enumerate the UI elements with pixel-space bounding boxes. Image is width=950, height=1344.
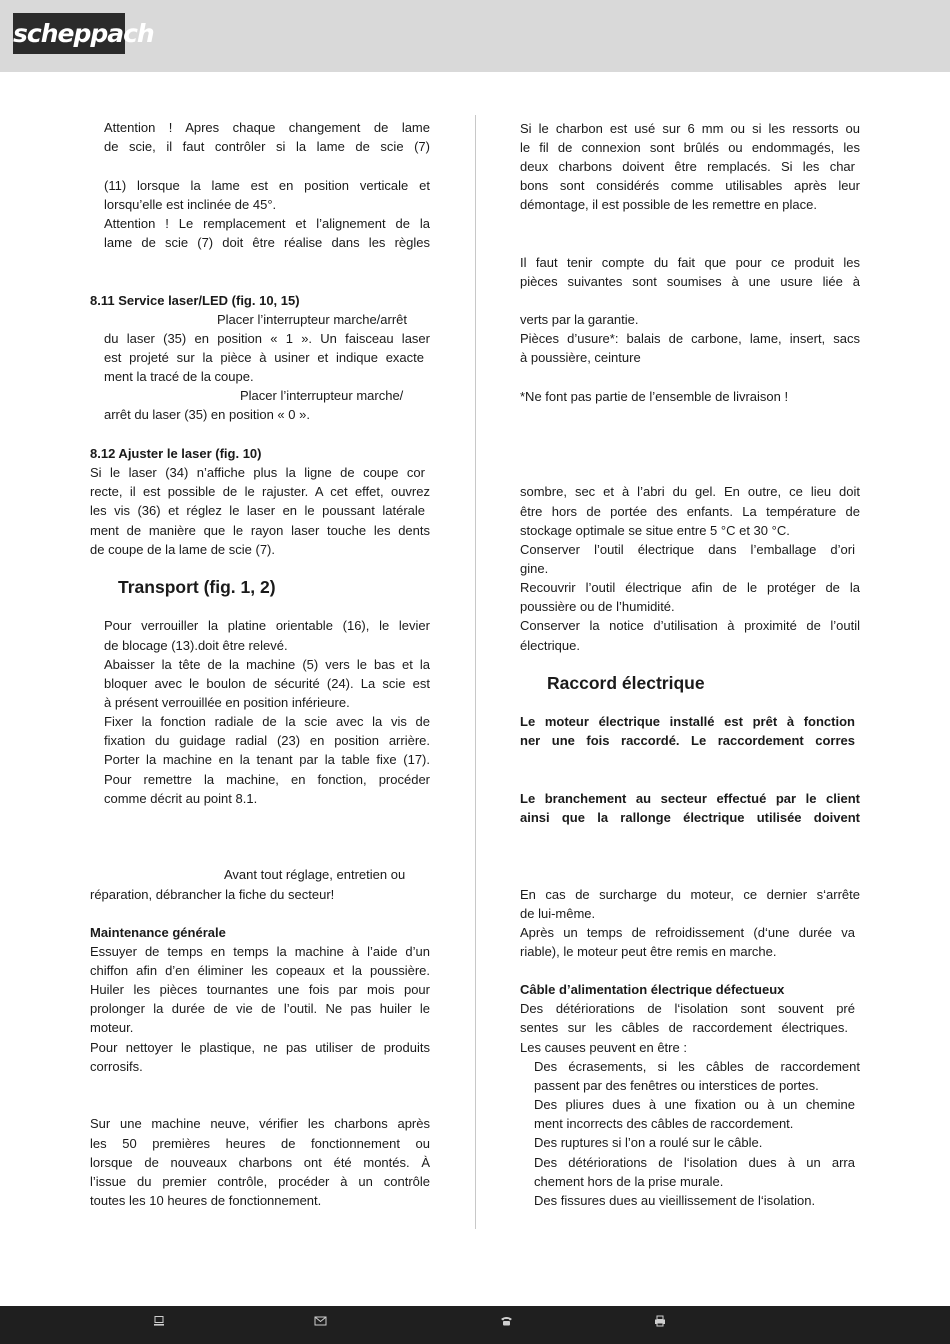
text-line: du laser (35) en position « 1 ». Un faisceau laser bbox=[104, 331, 430, 346]
printer-icon bbox=[654, 1315, 666, 1332]
text-line: Pour nettoyer le plastique, ne pas utiliser de produits bbox=[90, 1040, 430, 1055]
text-line: bloquer avec le boulon de sécurité (24). La scie est bbox=[104, 676, 430, 691]
text-line: le fil de connexion sont brûlés ou endommagés, les bbox=[520, 140, 860, 155]
text-line: Huiler les pièces tournantes une fois par mois pour bbox=[90, 982, 430, 997]
text-line: Pour verrouiller la platine orientable (16), le levier bbox=[104, 618, 430, 633]
text-line: gine. bbox=[520, 561, 549, 576]
text-line: Les causes peuvent en être : bbox=[520, 1040, 687, 1055]
text-line: pièces suivantes sont soumises à une usure liée à bbox=[520, 274, 860, 289]
section-heading: 8.11 Service laser/LED (fig. 10, 15) bbox=[90, 293, 300, 308]
page-footer bbox=[0, 1306, 950, 1344]
section-title: Transport (fig. 1, 2) bbox=[118, 577, 276, 597]
text-line: Pour remettre la machine, en fonction, procéder bbox=[104, 772, 430, 787]
text-line: ment la tracé de la coupe. bbox=[104, 369, 254, 384]
text-line: En cas de surcharge du moteur, ce dernier s‘arrête bbox=[520, 887, 860, 902]
text-line: lorsque de nouveaux charbons ont été montés. À bbox=[90, 1155, 430, 1170]
column-divider bbox=[475, 115, 476, 1229]
text-line: ment de manière que le rayon laser touche les dents bbox=[90, 523, 430, 538]
scheppach-logo: scheppach bbox=[13, 13, 125, 54]
list-item: Des détériorations de l‘isolation dues à un arra bbox=[534, 1155, 855, 1170]
page-header bbox=[0, 0, 950, 72]
text-line: (11) lorsque la lame est en position verticale et bbox=[104, 178, 430, 193]
text-line: toutes les 10 heures de fonctionnement. bbox=[90, 1193, 322, 1208]
text-line: Avant tout réglage, entretien ou bbox=[224, 867, 406, 882]
text-line: sombre, sec et à l’abri du gel. En outre, ce lieu doit bbox=[520, 484, 860, 499]
phone-icon bbox=[500, 1315, 513, 1332]
text-line: est projeté sur la pièce à usiner et indique exacte bbox=[104, 350, 424, 365]
text-line: stockage optimale se situe entre 5 °C et 30 °C. bbox=[520, 523, 790, 538]
text-line: corrosifs. bbox=[90, 1059, 143, 1074]
text-line: Si le charbon est usé sur 6 mm ou si les ressorts ou bbox=[520, 121, 860, 136]
text-line: Le branchement au secteur effectué par le client bbox=[520, 791, 860, 806]
text-line: Conserver la notice d’utilisation à proximité de l’outil bbox=[520, 618, 860, 633]
text-line: Après un temps de refroidissement (d‘une durée va bbox=[520, 925, 855, 940]
text-line: Essuyer de temps en temps la machine à l’aide d’un bbox=[90, 944, 430, 959]
text-line: lorsqu’elle est inclinée de 45°. bbox=[104, 197, 277, 212]
text-line: lame de scie (7) doit être réalise dans les règles bbox=[104, 235, 430, 250]
text-line: électrique. bbox=[520, 638, 580, 653]
text-line: sentes sur les câbles de raccordement électriques. bbox=[520, 1020, 848, 1035]
computer-icon bbox=[153, 1315, 165, 1332]
text-line: Le moteur électrique installé est prêt à fonction bbox=[520, 714, 855, 729]
section-heading: Câble d’alimentation électrique défectueux bbox=[520, 982, 785, 997]
text-line: Abaisser la tête de la machine (5) vers le bas et la bbox=[104, 657, 430, 672]
text-line: Conserver l’outil électrique dans l’emballage d’ori bbox=[520, 542, 855, 557]
list-item: Des ruptures si l’on a roulé sur le câble. bbox=[534, 1135, 763, 1150]
text-line: Attention ! Le remplacement et l’alignement de la bbox=[104, 216, 430, 231]
text-line: les 50 premières heures de fonctionnement ou bbox=[90, 1136, 430, 1151]
list-item: Des écrasements, si les câbles de raccordement bbox=[534, 1059, 860, 1074]
section-heading: Maintenance générale bbox=[90, 925, 226, 940]
text-line: moteur. bbox=[90, 1020, 134, 1035]
text-line: Des détériorations de l‘isolation sont souvent pré bbox=[520, 1001, 855, 1016]
list-item: ment incorrects des câbles de raccordement. bbox=[534, 1116, 794, 1131]
text-line: Placer l’interrupteur marche/ bbox=[240, 388, 404, 403]
text-line: comme décrit au point 8.1. bbox=[104, 791, 258, 806]
text-line: de coupe de la lame de scie (7). bbox=[90, 542, 275, 557]
text-line: Fixer la fonction radiale de la scie avec la vis de bbox=[104, 714, 430, 729]
text-line: l’issue du premier contrôle, procéder à un contrôle bbox=[90, 1174, 430, 1189]
list-item: Des pliures dues à une fixation ou à un chemine bbox=[534, 1097, 855, 1112]
text-line: Recouvrir l’outil électrique afin de le protéger de la bbox=[520, 580, 860, 595]
text-line: être hors de portée des enfants. La température de bbox=[520, 504, 860, 519]
text-line: Sur une machine neuve, vérifier les charbons après bbox=[90, 1116, 430, 1131]
text-line: de lui-même. bbox=[520, 906, 596, 921]
text-line: réparation, débrancher la fiche du secteur! bbox=[90, 887, 335, 902]
text-line: démontage, il est possible de les remettre en place. bbox=[520, 197, 818, 212]
list-item: Des fissures dues au vieillissement de l‘isolation. bbox=[534, 1193, 816, 1208]
text-line: prolonger la durée de vie de l’outil. Ne pas huiler le bbox=[90, 1001, 430, 1016]
text-line: de scie, il faut contrôler si la lame de scie (7) bbox=[104, 139, 430, 154]
section-title: Raccord électrique bbox=[547, 673, 705, 693]
text-line: arrêt du laser (35) en position « 0 ». bbox=[104, 407, 310, 422]
text-line: Si le laser (34) n’affiche plus la ligne de coupe cor bbox=[90, 465, 425, 480]
text-line: de blocage (13).doit être relevé. bbox=[104, 638, 288, 653]
text-line: riable), le moteur peut être remis en marche. bbox=[520, 944, 777, 959]
text-line: ainsi que la rallonge électrique utilisée doivent bbox=[520, 810, 860, 825]
text-line: verts par la garantie. bbox=[520, 312, 639, 327]
section-heading: 8.12 Ajuster le laser (fig. 10) bbox=[90, 446, 262, 461]
list-item: passent par des fenêtres ou interstices de portes. bbox=[534, 1078, 819, 1093]
text-line: chiffon afin d’en éliminer les copeaux et la poussière. bbox=[90, 963, 430, 978]
text-line: à présent verrouillée en position inférieure. bbox=[104, 695, 350, 710]
text-line: Pièces d’usure*: balais de carbone, lame, insert, sacs bbox=[520, 331, 860, 346]
text-line: deux charbons doivent être remplacés. Si les char bbox=[520, 159, 855, 174]
text-line: bons sont considérés comme utilisables après leur bbox=[520, 178, 860, 193]
text-line: Il faut tenir compte du fait que pour ce produit les bbox=[520, 255, 860, 270]
footnote: *Ne font pas partie de l’ensemble de livraison ! bbox=[520, 389, 789, 404]
text-line: fixation du guidage radial (23) en position arrière. bbox=[104, 733, 430, 748]
text-line: Placer l’interrupteur marche/arrêt bbox=[217, 312, 408, 327]
text-line: Attention ! Apres chaque changement de lame bbox=[104, 120, 430, 135]
text-line: poussière ou de l’humidité. bbox=[520, 599, 675, 614]
list-item: chement hors de la prise murale. bbox=[534, 1174, 724, 1189]
text-line: les vis (36) et réglez le laser en le poussant latérale bbox=[90, 503, 425, 518]
text-line: Porter la machine en la tenant par la table fixe (17). bbox=[104, 752, 430, 767]
text-line: ner une fois raccordé. Le raccordement corres bbox=[520, 733, 855, 748]
text-line: à poussière, ceinture bbox=[520, 350, 641, 365]
mail-icon bbox=[314, 1315, 327, 1332]
text-line: recte, il est possible de le rajuster. A cet effet, ouvrez bbox=[90, 484, 430, 499]
